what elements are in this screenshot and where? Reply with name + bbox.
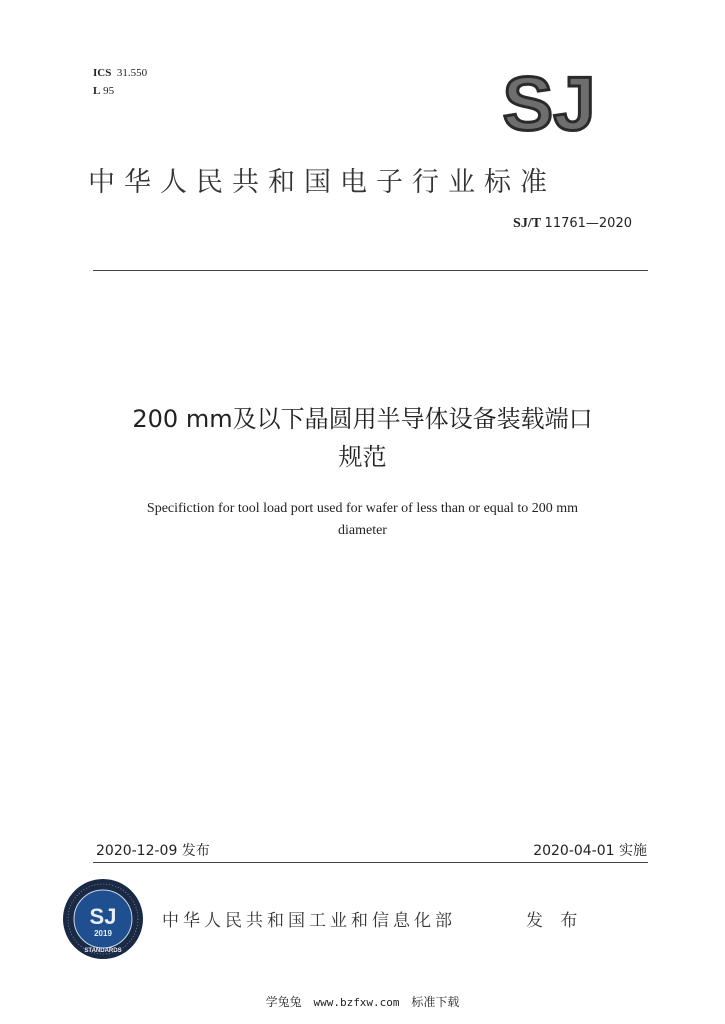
title-english-line1: Specifiction for tool load port used for wafer of less than or equal to 200 mm: [146, 501, 579, 516]
ics-code: ICS 31.550: [93, 67, 148, 79]
organization-title: 中华人民共和国电子行业标准: [88, 167, 556, 198]
footer-url-link[interactable]: www.bzfxw.com: [313, 996, 400, 1009]
footer-watermark: [0, 993, 725, 1010]
title-english: [90, 498, 635, 542]
seal-year: 2019: [94, 929, 112, 938]
seal-center-text: SJ: [89, 904, 117, 929]
sj-logo-text: SJ: [502, 66, 596, 138]
footer-label: 标准下载: [411, 995, 460, 1009]
title-chinese: [60, 400, 665, 476]
standard-prefix: SJ/T: [513, 216, 542, 231]
title-chinese-line1: 200 mm及以下晶圆用半导体设备装载端口: [132, 405, 593, 433]
seal-bottom-text: STANDARDS: [84, 948, 122, 954]
standards-seal-icon: [62, 878, 144, 960]
issue-date: 2020-12-09 发布: [96, 843, 210, 859]
footer-divider: [93, 862, 648, 863]
publisher-ministry: 中华人民共和国工业和信息化部: [162, 911, 456, 931]
standard-number: [513, 216, 632, 232]
footer-site-name: 学兔兔: [265, 995, 302, 1009]
l-code: L 95: [93, 85, 115, 97]
implementation-date: 2020-04-01 实施: [533, 843, 647, 859]
publisher-action: 发 布: [526, 911, 584, 931]
classification-codes: [93, 64, 147, 100]
sj-logo: [497, 66, 601, 138]
standard-code: 11761—2020: [544, 216, 632, 231]
title-chinese-line2: 规范: [338, 443, 387, 471]
header-divider: [93, 270, 648, 271]
title-english-line2: diameter: [338, 523, 387, 538]
